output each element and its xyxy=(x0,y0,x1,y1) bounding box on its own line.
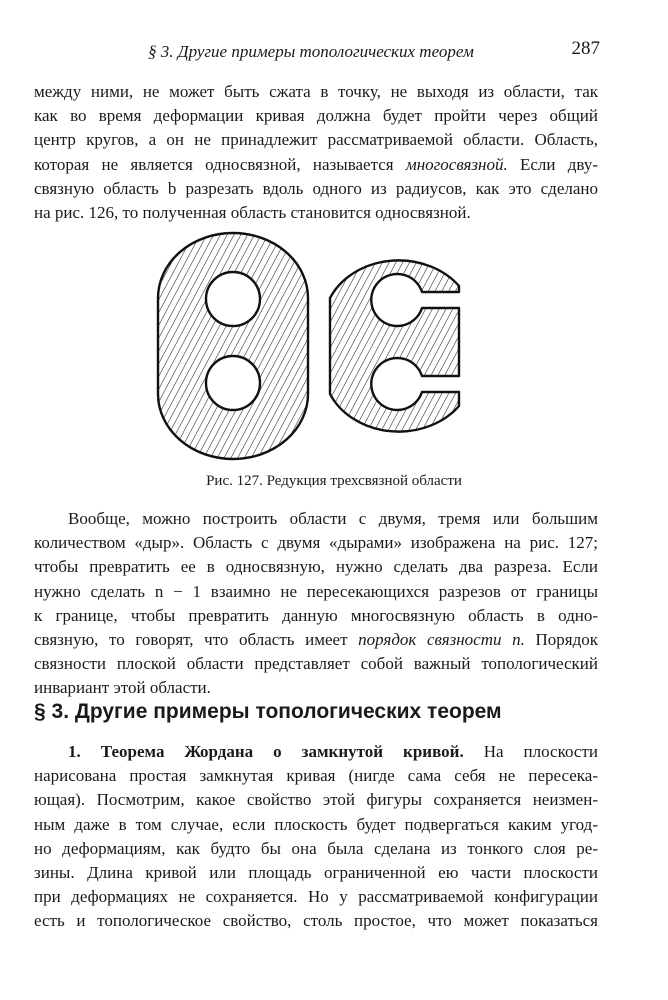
text-line: ющая). Посмотрим, какое свойство этой фигуры сохраняется неизмен- xyxy=(34,790,598,810)
text-line: Вообще, можно построить области с двумя, тремя или большим xyxy=(68,509,598,528)
text-line: инвариант этой области. xyxy=(34,678,211,698)
running-head xyxy=(30,38,600,64)
text-segment: На плоскости xyxy=(463,742,598,761)
text-line: к границе, чтобы превратить данную многосвязную область в одно- xyxy=(34,605,598,625)
text-line: есть и топологическое свойство, столь простое, что может показаться xyxy=(34,911,598,931)
hole-top xyxy=(206,272,260,326)
text-line: связную область b разрезать вдоль одного из радиусов, как это сделано xyxy=(34,178,598,198)
figure-caption: Рис. 127. Редукция трехсвязной области xyxy=(206,473,462,489)
figure-127 xyxy=(150,226,480,466)
term-connectivity-order: порядок связности n. xyxy=(358,630,525,650)
text-line xyxy=(34,740,598,764)
text-line: чтобы превратить ее в односвязную, нужно сделать два разреза. Если xyxy=(34,557,598,577)
text-line: нарисована простая замкнутая кривая (нигде сама себя не пересека- xyxy=(34,766,598,786)
text-line: как во время деформации кривая должна будет пройти через общий xyxy=(34,106,598,126)
triply-connected-region xyxy=(158,233,308,459)
subsection-title: 1. Теорема Жордана о замкнутой кривой. xyxy=(68,742,464,761)
paragraph-jordan-theorem xyxy=(34,740,598,934)
text-segment: которая не является односвязной, называется xyxy=(34,154,406,174)
term-multiply-connected: многосвязной. xyxy=(405,154,508,174)
text-segment: Если дву- xyxy=(507,154,598,174)
text-segment: связную, то говорят, что область имеет xyxy=(34,630,359,650)
section-heading: § 3. Другие примеры топологических теорем xyxy=(34,700,502,723)
text-segment: Порядок xyxy=(524,630,598,650)
text-line: зины. Длина кривой или площадь ограниченной ею части плоскости xyxy=(34,863,598,883)
text-line: при деформациях не сохраняется. Но у рассматриваемой конфигурации xyxy=(34,887,598,907)
text-line: на рис. 126, то полученная область становится односвязной. xyxy=(34,203,471,223)
text-line: количеством «дыр». Область с двумя «дырами» изображена на рис. 127; xyxy=(34,533,598,553)
text-line: ным даже в том случае, если плоскость будет подвергаться каким угод- xyxy=(34,814,598,834)
text-line: связности плоской области представляет собой важный топологический xyxy=(34,654,598,674)
text-line: центр кругов, а он не принадлежит рассматриваемой области. Область, xyxy=(34,130,598,150)
running-title: § 3. Другие примеры топологических теорем xyxy=(148,42,474,61)
cut-simply-connected-region xyxy=(330,260,459,431)
text-line: между ними, не может быть сжата в точку, не выходя из области, так xyxy=(34,82,598,101)
paragraph-connectivity-order xyxy=(34,507,598,701)
text-line: но деформациям, как будто бы она была сделана из тонкого слоя ре- xyxy=(34,838,598,858)
page-number: 287 xyxy=(571,38,600,59)
text-line: нужно сделать n − 1 взаимно не пересекающихся разрезов от границы xyxy=(34,581,598,601)
hole-bottom xyxy=(206,356,260,410)
paragraph-multiply-connected xyxy=(34,80,598,225)
text-line xyxy=(34,628,598,652)
text-line xyxy=(34,153,598,177)
